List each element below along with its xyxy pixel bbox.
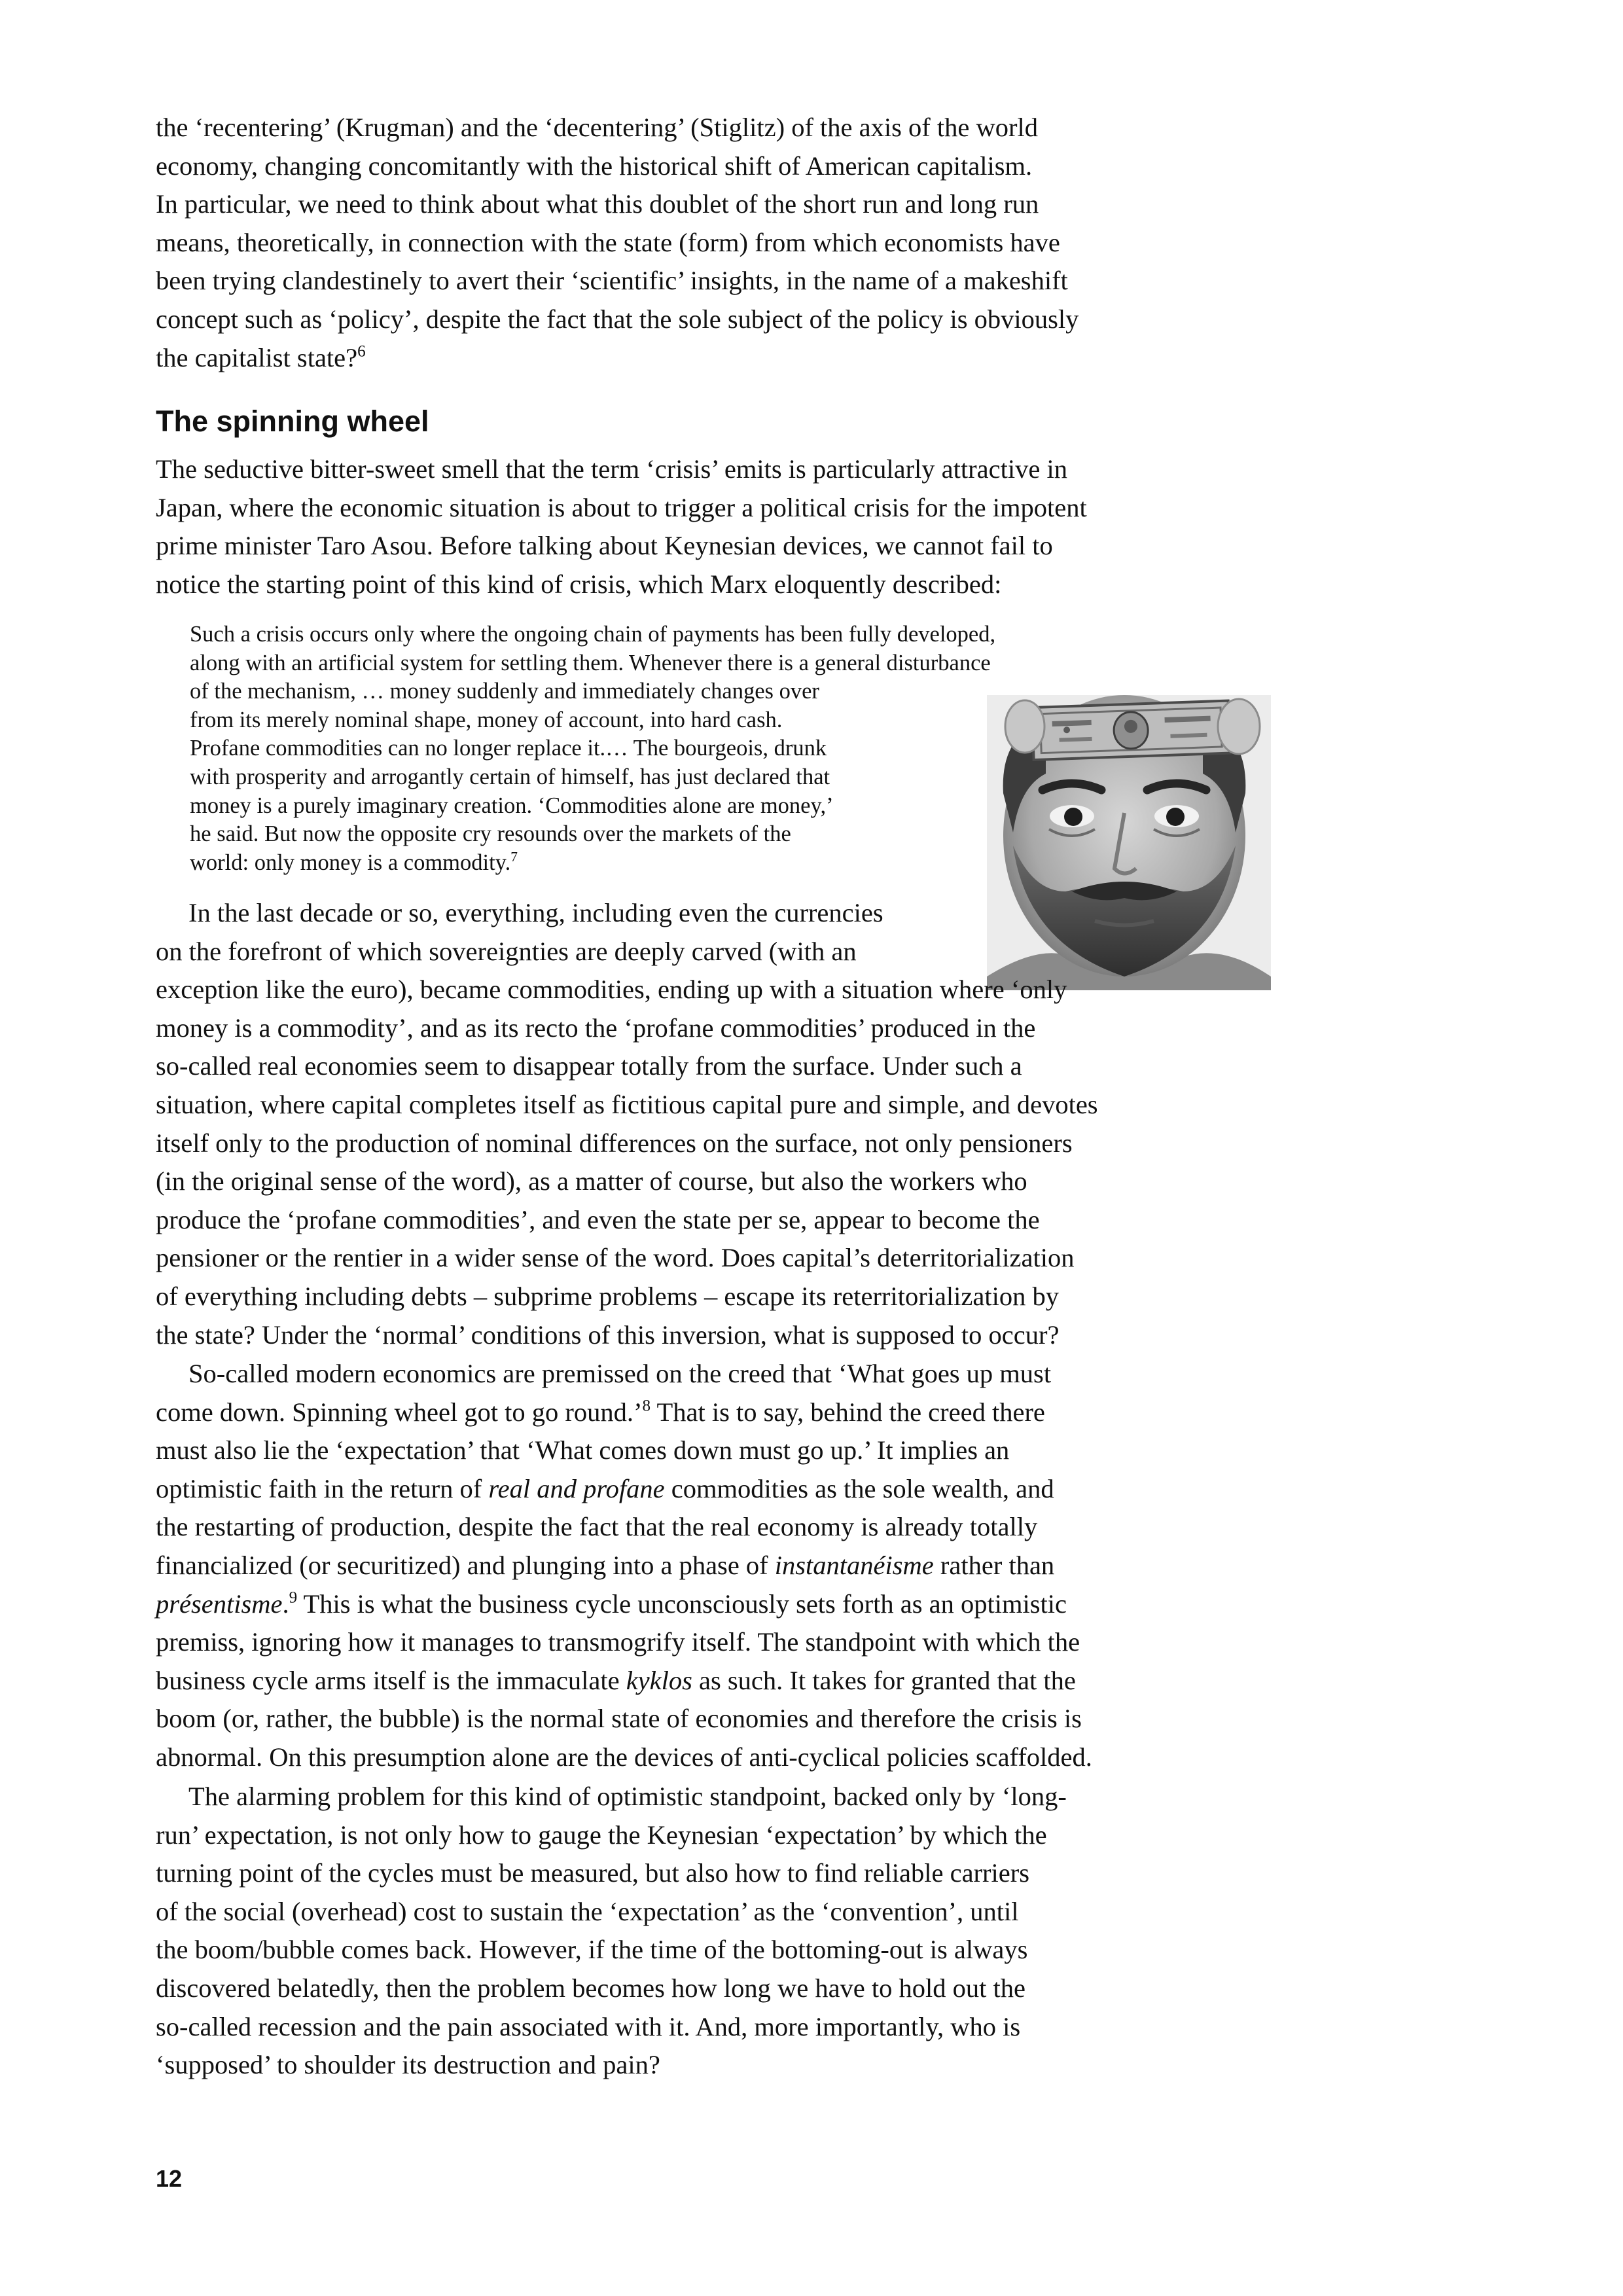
text-line: itself only to the production of nominal differences on the surface, not only pensioners bbox=[156, 1128, 1073, 1158]
text-fragment: So-called modern economics are premissed on the creed that ‘What goes up must bbox=[188, 1359, 1052, 1388]
text-line: economy, changing concomitantly with the historical shift of American capitalism. bbox=[156, 151, 1033, 181]
paragraph-intro bbox=[156, 450, 1216, 603]
text-line: produce the ‘profane commodities’, and even the state per se, appear to become the bbox=[156, 1204, 1040, 1234]
text-line bbox=[156, 1470, 1216, 1509]
quote-line: along with an artificial system for settling them. Whenever there is a general disturbance bbox=[190, 650, 991, 675]
text-line: In particular, we need to think about what this doublet of the short run and long run bbox=[156, 189, 1039, 219]
text-fragment: optimistic faith in the return of bbox=[156, 1473, 489, 1503]
text-line: boom (or, rather, the bubble) is the normal state of economies and therefore the crisis is bbox=[156, 1704, 1082, 1734]
footnote-marker: 8 bbox=[642, 1397, 651, 1415]
text-fragment: . bbox=[282, 1588, 289, 1619]
text-fragment: the capitalist state? bbox=[156, 342, 358, 372]
text-line: must also lie the ‘expectation’ that ‘What comes down must go up.’ It implies an bbox=[156, 1435, 1010, 1465]
text-line: abnormal. On this presumption alone are the devices of anti-cyclical policies scaffolded. bbox=[156, 1742, 1092, 1772]
quote-line: Such a crisis occurs only where the ongoing chain of payments has been fully developed, bbox=[190, 622, 996, 647]
text-line: concept such as ‘policy’, despite the fact that the sole subject of the policy is obviously bbox=[156, 304, 1079, 334]
section-heading: The spinning wheel bbox=[156, 404, 429, 438]
paragraph-top bbox=[156, 109, 1216, 377]
text-line: turning point of the cycles must be measured, but also how to find reliable carriers bbox=[156, 1858, 1029, 1888]
paragraph-alarming-problem bbox=[156, 1778, 1216, 2085]
text-fragment: This is what the business cycle unconsciously sets forth as an optimistic bbox=[297, 1588, 1067, 1619]
text-fragment: commodities as the sole wealth, and bbox=[664, 1473, 1054, 1503]
text-line bbox=[156, 1662, 1216, 1700]
text-line: Japan, where the economic situation is about to trigger a political crisis for the impotent bbox=[156, 492, 1087, 522]
text-line: money is a commodity’, and as its recto the ‘profane commodities’ produced in the bbox=[156, 1013, 1036, 1043]
text-line: The seductive bitter-sweet smell that the term ‘crisis’ emits is particularly attractive in bbox=[156, 454, 1067, 484]
text-line: (in the original sense of the word), as a matter of course, but also the workers who bbox=[156, 1166, 1027, 1196]
page-number: 12 bbox=[156, 2165, 183, 2192]
text-fragment: financialized (or securitized) and plunging into a phase of bbox=[156, 1550, 775, 1580]
paragraph-last-decade bbox=[156, 894, 1216, 1354]
paragraph-modern-economics bbox=[156, 1355, 1216, 1777]
text-line: exception like the euro), became commodities, ending up with a situation where ‘only bbox=[156, 975, 1067, 1005]
text-line: run’ expectation, is not only how to gauge the Keynesian ‘expectation’ by which the bbox=[156, 1820, 1047, 1850]
quote-line: money is a purely imaginary creation. ‘Commodities alone are money,’ bbox=[190, 793, 834, 818]
text-fragment: The alarming problem for this kind of optimistic standpoint, backed only by ‘long- bbox=[188, 1782, 1067, 1811]
text-line: means, theoretically, in connection with the state (form) from which economists have bbox=[156, 227, 1060, 257]
footnote-marker: 9 bbox=[289, 1588, 298, 1606]
text-line bbox=[156, 1393, 1216, 1432]
emphasis: instantanéisme bbox=[774, 1550, 934, 1580]
text-line: of everything including debts – subprime problems – escape its reterritorialization by bbox=[156, 1281, 1060, 1311]
text-line: premiss, ignoring how it manages to transmogrify itself. The standpoint with which the bbox=[156, 1627, 1080, 1657]
text-line: the state? Under the ‘normal’ conditions of this inversion, what is supposed to occur? bbox=[156, 1319, 1060, 1350]
emphasis: real and profane bbox=[488, 1473, 665, 1503]
quote-line: of the mechanism, … money suddenly and immediately changes over bbox=[190, 679, 819, 704]
quote-line: from its merely nominal shape, money of account, into hard cash. bbox=[190, 707, 783, 732]
quote-line: with prosperity and arrogantly certain of himself, has just declared that bbox=[190, 764, 830, 789]
text-line: so-called real economies seem to disappear totally from the surface. Under such a bbox=[156, 1051, 1022, 1081]
text-line: situation, where capital completes itself as fictitious capital pure and simple, and devotes bbox=[156, 1089, 1098, 1119]
text-line bbox=[156, 1547, 1216, 1585]
emphasis: kyklos bbox=[626, 1665, 692, 1695]
text-fragment: That is to say, behind the creed there bbox=[651, 1397, 1045, 1427]
text-line: the restarting of production, despite the fact that the real economy is already totally bbox=[156, 1512, 1038, 1542]
text-line bbox=[156, 1585, 1216, 1624]
text-line: ‘supposed’ to shoulder its destruction and pain? bbox=[156, 2050, 660, 2080]
text-fragment: business cycle arms itself is the immaculate bbox=[156, 1665, 626, 1695]
text-fragment: world: only money is a commodity. bbox=[190, 850, 511, 875]
text-fragment: rather than bbox=[933, 1550, 1055, 1580]
text-line: so-called recession and the pain associated with it. And, more importantly, who is bbox=[156, 2011, 1021, 2041]
text-line: discovered belatedly, then the problem becomes how long we have to hold out the bbox=[156, 1973, 1026, 2003]
text-line bbox=[156, 894, 1216, 933]
footnote-marker: 7 bbox=[510, 848, 518, 865]
quote-line: he said. But now the opposite cry resounds over the markets of the bbox=[190, 821, 791, 847]
text-line: on the forefront of which sovereignties are deeply carved (with an bbox=[156, 936, 857, 966]
text-line bbox=[156, 339, 1216, 378]
text-line: been trying clandestinely to avert their ‘scientific’ insights, in the name of a makeshift bbox=[156, 266, 1068, 296]
text-fragment: In the last decade or so, everything, including even the currencies bbox=[188, 898, 883, 927]
text-line: the ‘recentering’ (Krugman) and the ‘decentering’ (Stiglitz) of the axis of the world bbox=[156, 113, 1038, 142]
text-line: prime minister Taro Asou. Before talking about Keynesian devices, we cannot fail to bbox=[156, 531, 1053, 561]
text-fragment: as such. It takes for granted that the bbox=[692, 1665, 1076, 1695]
footnote-marker: 6 bbox=[357, 342, 366, 360]
text-line: notice the starting point of this kind of crisis, which Marx eloquently described: bbox=[156, 569, 1002, 599]
text-line: of the social (overhead) cost to sustain the ‘expectation’ as the ‘convention’, until bbox=[156, 1896, 1019, 1926]
text-fragment: come down. Spinning wheel got to go round.’ bbox=[156, 1397, 643, 1427]
text-line bbox=[156, 1355, 1216, 1393]
text-line bbox=[156, 1778, 1216, 1816]
text-line: pensioner or the rentier in a wider sense of the word. Does capital’s deterritorialization bbox=[156, 1243, 1075, 1273]
emphasis: présentisme bbox=[156, 1588, 283, 1619]
text-line: the boom/bubble comes back. However, if the time of the bottoming-out is always bbox=[156, 1935, 1028, 1965]
quote-line: Profane commodities can no longer replace it.… The bourgeois, drunk bbox=[190, 736, 827, 761]
